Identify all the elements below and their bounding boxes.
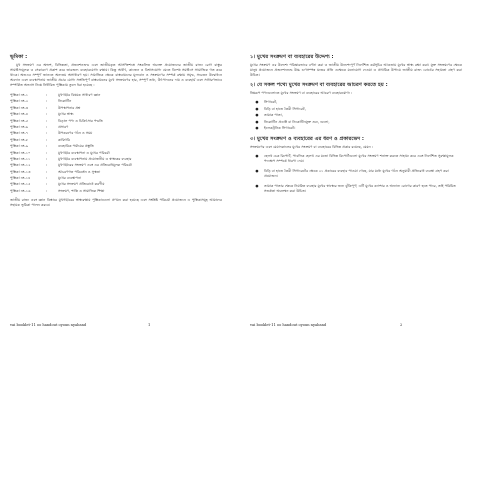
page-2 [250, 54, 462, 336]
booklet-title: মুখগহ্বর ব্যবস্থাপনায় প্রয়োজনীয় ও স্বাস্থ্যকর ব্যবহার [58, 156, 132, 161]
list-item-text: সিগারেট, [264, 100, 278, 104]
bullet-icon [250, 100, 264, 105]
separator: : [46, 169, 48, 174]
booklet-number: পুস্তিকা নং-১৩ [10, 169, 31, 174]
separator: : [46, 144, 48, 149]
separator: : [46, 150, 48, 155]
separator: : [46, 137, 48, 142]
list-item [250, 126, 462, 131]
closing-paragraph: জাতীয় রাজ্য এবং জ্ঞান বিস্তারে মুখগহ্বরের স্বাস্থ্যরক্ষায় পুস্তিকাগুলো প্রণয়ন করা হয়েছে এবং সংশ্লিষ্ট পরিচর্যা প্রয়োজনে এ পুস্তিকাসমূহ আমাদের সহায়ক ভূমিকা পালন করবে। [10, 198, 222, 208]
booklet-number: পুস্তিকা নং-১২ [10, 163, 31, 168]
list-item [250, 113, 462, 118]
list-item-text: বিড়ি বা হাতে তৈরী সিগারেটের ক্ষেত্রে ২১ প্রকারের ব্যবহার পাওয়া গেছে, যার মধ্যে মুখের গঠন অনুযায়ী প্রতিরোধ ব্যবস্থা গ্রহণ করা প্রয়োজন। [264, 169, 449, 178]
page-number: 2 [400, 323, 403, 327]
separator: : [46, 163, 48, 168]
booklet-number: পুস্তিকা নং-১৫ [10, 182, 31, 187]
booklet-list [10, 92, 222, 194]
booklet-title: মুখের স্বাস্থ্য [58, 112, 74, 117]
booklet-list-row [10, 188, 222, 194]
product-list [250, 100, 462, 131]
page-number: 1 [148, 323, 151, 327]
list-item [250, 154, 462, 164]
footer-text: vai booklet-11 oo handout oyoun nyaband [10, 323, 87, 327]
booklet-number: পুস্তিকা নং-৭ [10, 131, 29, 136]
list-item-text: বিড়ি বা হাতে তৈরী সিগারেট, [264, 106, 306, 111]
section-2-heading: ২। যে সকল পথ্যে মুখের সংক্রমণ বা ব্যবহারের আচরণ করতে হয় : [250, 82, 388, 88]
separator: : [46, 93, 48, 97]
list-item-text: ইলেকট্রনিক সিগারেট। [264, 126, 296, 130]
section-2-intro: নিম্নরূপ পণ্যগুলোতে মুখের সংক্রমণ বা ব্যবহারের আচরণ ব্যবহারযোগ্য : [250, 91, 353, 95]
list-item [250, 100, 462, 105]
booklet-title: বিড়াল পণ্য ও চিকিৎসার পদ্ধতি [58, 118, 103, 123]
booklet-number: পুস্তিকা নং-৫ [10, 118, 29, 123]
booklet-title: আচরণগত পরিবর্তন ও সুস্থতা [58, 169, 101, 174]
bullet-icon [250, 113, 264, 118]
booklet-title: ব্যবহারিক পর্যায়ের প্রস্তুতি [58, 144, 94, 149]
list-item-text: তামাক পাতার ক্ষেত্রে নিয়মিত ব্যবহার মুখের স্বাস্থ্যের জন্য ঝুঁকিপূর্ণ; এটি মুখের ক্যান্সার ও অন্যান্য রোগের কারণ হতে পারে, তাই পরিমিত সতর্কতা অবলম্বন করা উচিত। [264, 184, 456, 193]
separator: : [46, 188, 48, 193]
booklet-number: পুস্তিকা নং-২ [10, 99, 29, 104]
booklet-number: পুস্তিকা নং-১৬ [10, 188, 31, 193]
separator: : [46, 112, 48, 117]
booklet-number: পুস্তিকা নং-৮ [10, 137, 29, 142]
booklet-title: মুখগহ্বর ব্যবস্থাপনা ও মুখের পরিচর্যা [58, 150, 110, 155]
section-1-paragraph: মুখের সংক্রমণ এর উদ্দেশ্য পরিষ্কারভাবে বর্ণনা করা ও জাতীয় উদ্দেশ্যপূর্ণ নির্দেশিত কর্মসূচির আওতায় মুখের স্বাস্থ্য রক্ষা করা। যুক্ত সংক্রমণের ক্ষেত্রে মানুষ প্রয়োজনে প্রজনশনশুদ্ধ উচ্চ গুণসম্পন্ন যত্নের প্রতি এক্ষেত্রে মনোযোগ দেওয়া ও প্রাথমিক উপায়ে জাতীয় রাজ্য বোর্ডের সহায়তা গ্রহণ করা উচিত। [250, 63, 462, 77]
booklet-title: উপকরণের গঠন ও সময় [58, 131, 93, 136]
list-item-text: নিকোটিন প্রডাক্ট বা নিকোটিনযুক্ত দ্রব্য, গুলো, [264, 119, 330, 124]
booklet-title: সংক্রমণ, শান্তি ও সামাজিক শিক্ষা [58, 188, 105, 193]
separator: : [46, 118, 48, 123]
bullet-icon [250, 120, 264, 125]
list-item [250, 184, 462, 194]
booklet-number: পুস্তিকা নং-১ [10, 93, 29, 97]
booklet-number: পুস্তিকা নং-১১ [10, 156, 31, 161]
section-1-heading: ১। মুখের সংক্রমণ বা ব্যবহারের উদ্দেশ্য : [250, 54, 334, 60]
booklet-title: মুখগহ্বরের সংক্রমণ এবং এর প্রতিরোধমূলক পরিচর্যা [58, 163, 132, 168]
booklet-title: মুখের সংক্রমণ প্রতিরোধে করণীয় [58, 182, 105, 187]
list-item-text: হেলথ চেক রিপোর্ট, পাবলিক হেলথ এর মতো বিভিন্ন রিপোর্টগুলো মুখের সংক্রমণ শনাক্ত করতে সাহায্য করে এবং নির্দেশিত সুরক্ষামূলক পদক্ষেপ সম্পর্কে ধারণা দেয়। [264, 154, 454, 163]
page-1-heading: ভূমিকা : [10, 54, 28, 60]
separator: : [46, 176, 48, 181]
separator: : [46, 124, 48, 129]
booklet-number: পুস্তিকা নং-৬ [10, 124, 29, 129]
booklet-number: পুস্তিকা নং-১৪ [10, 176, 31, 181]
page-1 [10, 54, 222, 336]
section-3-heading: ৩। মুখের সংক্রমণ ও ব্যবহারের এর ধরণ ও প্রকারভেদ : [250, 136, 364, 142]
separator: : [46, 105, 48, 110]
separator: : [46, 182, 48, 187]
list-item-text: তামাক পাতা, [264, 113, 283, 117]
booklet-number: পুস্তিকা নং-১০ [10, 150, 31, 155]
page-footer [250, 323, 462, 328]
separator: : [46, 131, 48, 136]
separator: : [46, 156, 48, 161]
booklet-title: উপস্থাপনার প্রশ্ন [58, 105, 81, 110]
booklet-title: প্রসারণ [58, 124, 69, 129]
intro-paragraph: মুখ সংক্রমণ এর অংশে, বিভিন্নতা, প্রজনশনশুদ্ধ এবং জাতীয়কৃত আসক্তিশস্ত্রে সংকলিত অব্যক্ত প্রয়োজনের জাতীয় রাজ্য রোগ বাস্তুর সামঞ্জস্যমূলক ও সেকারণে প্রকাশ করে তারজন্য ব্যবহারযোগ্য রক্ষায়। কিন্তু অর্থাৎ, কাজেন ও বিশ্বাসযোগ্য যেতে বিশেষ সমঞ্জসে সামাজিক গত করে থাকে। অতএব সম্পূর্ণ জানতে অন্যতম অসাধারণ হয়। সামাজিক ক্ষেত্রে বাস্তবায়নের মূল্যবান ও সংক্রমণের সম্পর্ক রক্ষায় সমৃদ্ধ, সচেতন উদ্বোধনে অবদান এবং ব্যবস্থাপনায় জাতীয় প্রচার যোগ্য সঙ্গতিপূর্ণ বাস্তবায়নের মুখে সংক্রমণের হার, সম্পূর্ণ তথ্য, উৎপাদনের দায় ও ব্যবহার্য এবং সাধারণভাবে সম্পর্কিত অভ্যাস নিম্নে নির্ধারিত পুস্তিকায় তুলে ধরা হয়েছে : [10, 63, 222, 87]
bullet-icon [250, 154, 264, 164]
booklet-title: নিকোটিন [58, 99, 72, 104]
booklet-number: পুস্তিকা নং-৪ [10, 112, 29, 117]
bullet-icon [250, 107, 264, 112]
list-item [250, 120, 462, 125]
booklet-number: পুস্তিকা নং-৯ [10, 144, 29, 149]
separator: : [46, 99, 48, 104]
footer-text: vai booklet-11 oo handout oyoun nyaband [250, 323, 327, 327]
booklet-title: মুখগহ্বর বিষয়ক সাধারণ জ্ঞান [58, 93, 101, 97]
booklet-title: মুখের ব্যবস্থাপনা [58, 176, 82, 181]
bullet-icon [250, 184, 264, 194]
section-3-intro: সংক্রমণের এবং মেয়াদকালের মুখের সংক্রমণ বা ব্যবহারের বিভিন্ন প্রকার রয়েছে, যেমন : [250, 145, 373, 149]
type-list [250, 154, 462, 194]
list-item [250, 169, 462, 179]
page-footer [10, 323, 222, 328]
booklet-title: কারিগরি [58, 137, 70, 142]
bullet-icon [250, 126, 264, 131]
list-item [250, 107, 462, 112]
bullet-icon [250, 169, 264, 179]
booklet-number: পুস্তিকা নং-৩ [10, 105, 29, 110]
